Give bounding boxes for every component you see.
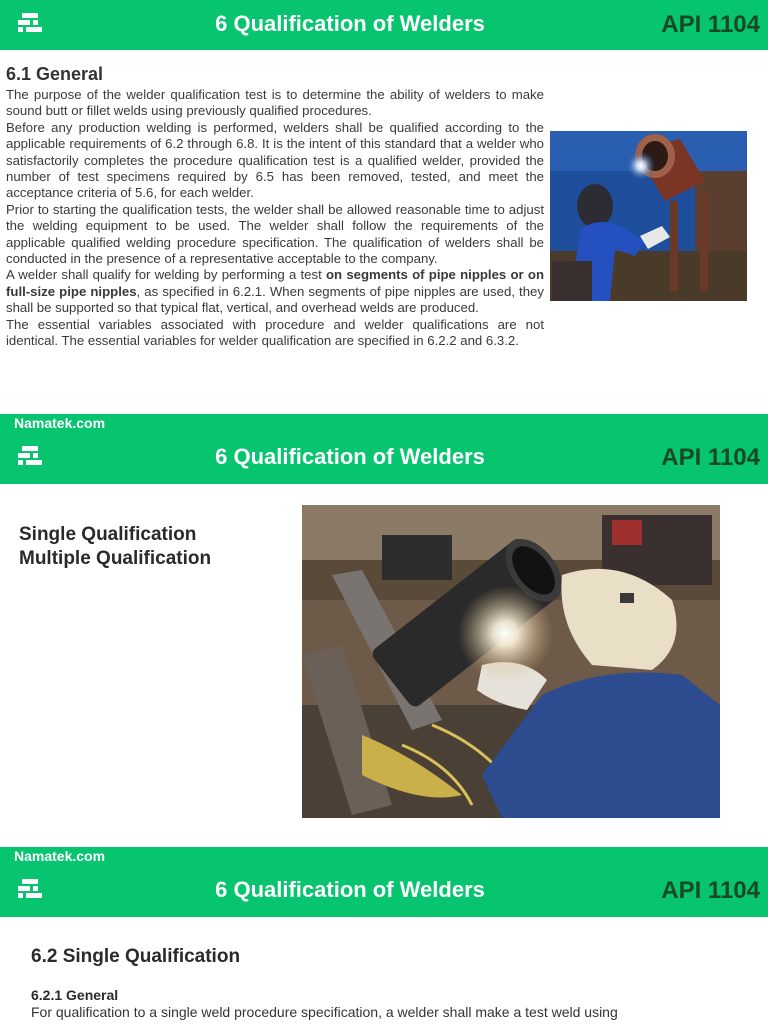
- paragraph-4-emphasis: on segments of pipe nipples or on full-size pipe nipples: [6, 267, 544, 299]
- welder-closeup-photo: [302, 505, 720, 818]
- paragraph-2: Before any production welding is performed, welders shall be qualified according to the applicable requirements of 6.2 through 6.8. It is the intent of this standard that a welder who satisfactorily completes the procedure qualification test is a qualified welder, provided the number of test specimens required by 6.5 has been removed, tested, and meet the acceptance criteria of 5.6, for each welder.: [6, 119, 544, 201]
- site-label: Namatek.com: [14, 848, 106, 864]
- section-heading-6-2: 6.2 Single Qualification: [31, 946, 241, 967]
- paragraph-5: The essential variables associated with procedure and welder qualifications are not identical. The essential variables for welder qualification are specified in 6.2.2 and 6.3.2.: [6, 316, 544, 349]
- welder-pipe-photo: [550, 131, 747, 301]
- slide-3-standard: API 1104: [661, 877, 760, 904]
- slide-1-title: 6 Qualification of Welders: [215, 11, 485, 36]
- section-6-1-body: [6, 87, 544, 350]
- paragraph-4: [6, 267, 544, 316]
- list-item: Multiple Qualification: [19, 548, 212, 569]
- list-item: Single Qualification: [19, 524, 197, 545]
- paragraph-1: The purpose of the welder qualification test is to determine the ability of welders to make sound butt or fillet welds using previously qualified procedures.: [6, 87, 544, 119]
- paragraph-3: Prior to starting the qualification tests, the welder shall be allowed reasonable time to adjust the welding equipment to be used. The welder shall follow the requirements of the applicable qualified welding procedure specification. The qualification of welders shall be conducted in the presence of a representative acceptable to the company.: [6, 201, 544, 267]
- slide-2-title-bar: [0, 414, 768, 484]
- section-heading-6-1: 6.1 General: [6, 64, 104, 84]
- paragraph-4-end: , as specified in 6.2.1. When segments of pipe nipples are used, they shall be supported so that typical flat, vertical, and overhead welds are produced.: [6, 283, 544, 316]
- slide-2-title: 6 Qualification of Welders: [215, 444, 485, 469]
- section-6-2-1-text: For qualification to a single weld procedure specification, a welder shall make a test weld using: [31, 1004, 618, 1020]
- paragraph-4-start: A welder shall qualify for welding by performing a test: [6, 267, 326, 283]
- site-label: Namatek.com: [14, 415, 106, 431]
- subsection-heading-6-2-1: 6.2.1 General: [31, 987, 119, 1003]
- slide-1-standard: API 1104: [661, 11, 760, 38]
- qualification-types-list: [19, 523, 211, 571]
- slide-1-title-bar: [0, 0, 768, 50]
- slide-3-title: 6 Qualification of Welders: [215, 877, 485, 902]
- slide-2-standard: API 1104: [661, 444, 760, 471]
- slide-3-title-bar: [0, 847, 768, 917]
